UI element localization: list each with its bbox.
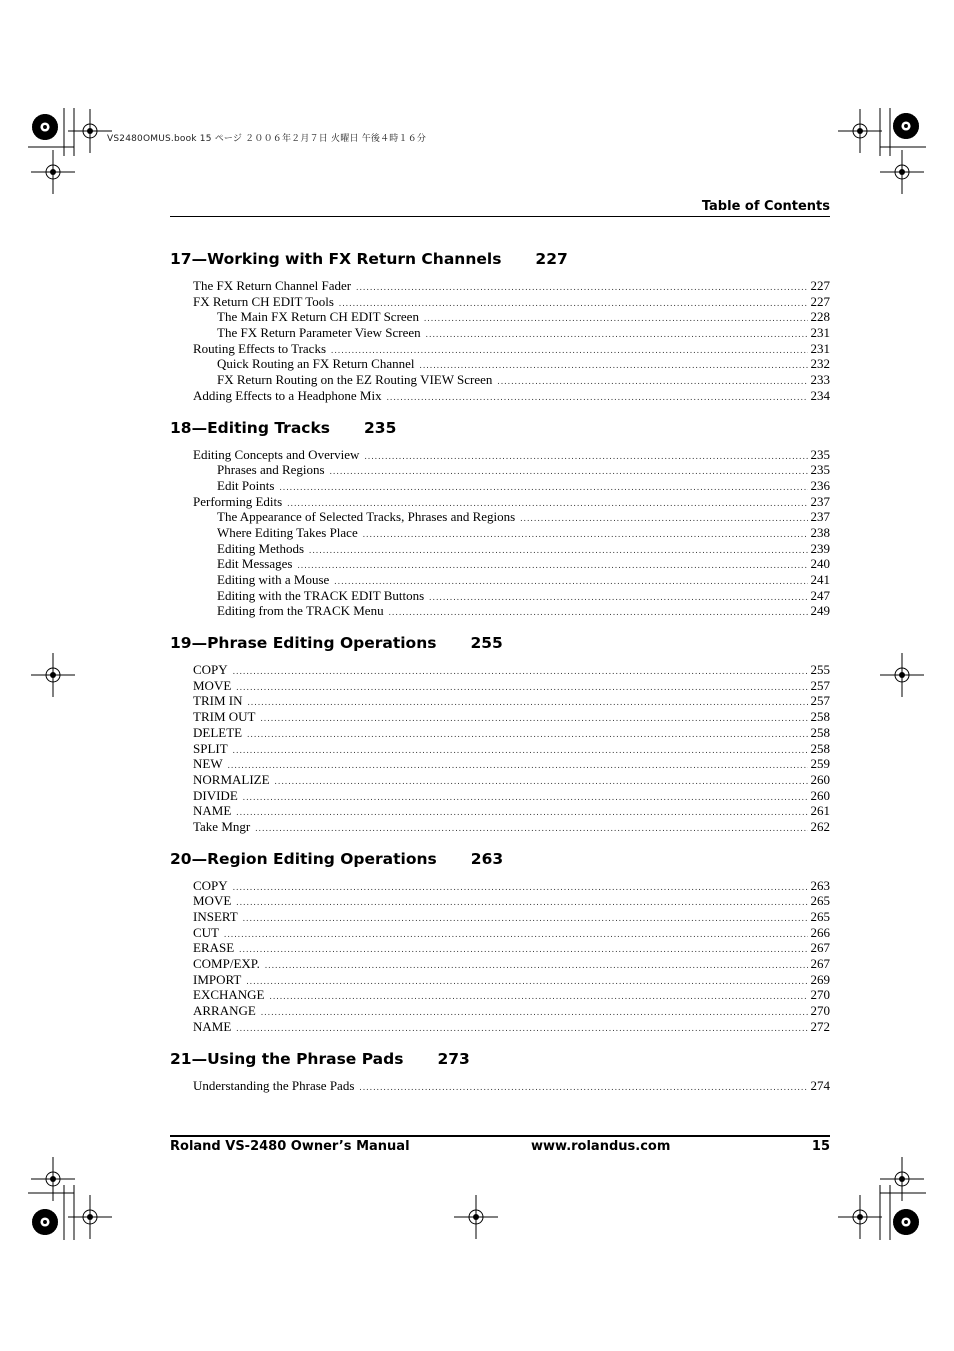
entry-page: 247 bbox=[810, 587, 830, 603]
toc-entry[interactable] bbox=[170, 956, 830, 972]
entry-title: Performing Edits bbox=[193, 493, 283, 509]
entry-page: 265 bbox=[810, 909, 830, 924]
registration-mark-dot bbox=[87, 1214, 93, 1220]
chapter-entries bbox=[170, 662, 830, 835]
dot-leader bbox=[243, 792, 808, 802]
entry-page: 260 bbox=[810, 771, 830, 787]
rosette-core bbox=[43, 125, 47, 129]
dot-leader bbox=[420, 360, 808, 370]
registration-mark-dot bbox=[857, 128, 863, 134]
chapter-page: 235 bbox=[364, 418, 397, 437]
print-info: VS2480OMUS.book 15 ページ ２００６年２月７日 火曜日 午後４時１６分 bbox=[107, 134, 427, 144]
entry-title: MOVE bbox=[193, 677, 232, 693]
toc-entry[interactable] bbox=[170, 325, 830, 341]
rosette-core bbox=[904, 124, 908, 128]
registration-mark-dot bbox=[50, 1176, 56, 1182]
entry-title: SPLIT bbox=[193, 740, 228, 756]
chapter-title: 17—Working with FX Return Channels bbox=[170, 250, 502, 268]
toc-entry[interactable] bbox=[170, 693, 830, 709]
entry-title: The FX Return Channel Fader bbox=[193, 278, 352, 293]
toc-entry[interactable] bbox=[170, 509, 830, 525]
entry-title: MOVE bbox=[193, 893, 232, 909]
entry-title: EXCHANGE bbox=[193, 987, 265, 1003]
toc-entry[interactable] bbox=[170, 725, 830, 741]
dot-leader bbox=[359, 1082, 807, 1092]
toc-chapter bbox=[170, 413, 830, 620]
chapter-title: 18—Editing Tracks bbox=[170, 418, 331, 437]
dot-leader bbox=[331, 345, 807, 355]
entry-page: 249 bbox=[810, 603, 830, 619]
entry-title: NAME bbox=[193, 803, 232, 819]
entry-page: 240 bbox=[810, 556, 830, 572]
chapter-page: 273 bbox=[437, 1049, 470, 1068]
entry-title: FX Return Routing on the EZ Routing VIEW Screen bbox=[217, 372, 493, 388]
dot-leader bbox=[389, 607, 808, 617]
dot-leader bbox=[246, 976, 807, 986]
chapter-page: 227 bbox=[535, 250, 568, 268]
toc-entry[interactable] bbox=[170, 709, 830, 725]
entry-title: Editing with a Mouse bbox=[217, 572, 330, 587]
entry-title: NORMALIZE bbox=[193, 771, 270, 787]
entry-title: TRIM IN bbox=[193, 693, 243, 709]
header-rule bbox=[170, 216, 830, 217]
toc-entry[interactable] bbox=[170, 478, 830, 494]
toc-entry[interactable] bbox=[170, 662, 830, 678]
rosette-core bbox=[904, 1220, 908, 1224]
toc-entry[interactable] bbox=[170, 556, 830, 572]
registration-mark-dot bbox=[899, 672, 905, 678]
dot-leader bbox=[236, 897, 807, 907]
entry-title: Editing with the TRACK EDIT Buttons bbox=[217, 587, 425, 603]
entry-page: 262 bbox=[810, 818, 830, 834]
toc-entry[interactable] bbox=[170, 494, 830, 510]
entry-page: 234 bbox=[810, 387, 830, 403]
toc-entry[interactable] bbox=[170, 278, 830, 294]
chapter-heading[interactable] bbox=[170, 413, 830, 439]
registration-mark-dot bbox=[50, 169, 56, 175]
dot-leader bbox=[363, 529, 808, 539]
dot-leader bbox=[275, 776, 808, 786]
entry-title: Editing Methods bbox=[217, 540, 305, 556]
entry-page: 239 bbox=[810, 540, 830, 556]
entry-page: 258 bbox=[810, 709, 830, 725]
dot-leader bbox=[228, 760, 808, 770]
entry-page: 257 bbox=[810, 677, 830, 693]
toc-entry[interactable] bbox=[170, 356, 830, 372]
toc-entry[interactable] bbox=[170, 819, 830, 835]
chapter-page: 255 bbox=[470, 634, 503, 653]
footer-rule bbox=[170, 1135, 830, 1137]
dot-leader bbox=[287, 498, 807, 508]
footer-manual-title: Roland VS-2480 Owner’s Manual bbox=[170, 1139, 410, 1154]
entry-page: 259 bbox=[810, 756, 830, 772]
entry-title: Editing Concepts and Overview bbox=[193, 446, 360, 462]
entry-title: Edit Messages bbox=[217, 556, 293, 572]
page-number: 15 bbox=[811, 1139, 830, 1154]
dot-leader bbox=[233, 882, 808, 892]
entry-page: 267 bbox=[810, 956, 830, 972]
entry-page: 274 bbox=[810, 1077, 830, 1093]
dot-leader bbox=[260, 713, 807, 723]
toc-entry[interactable] bbox=[170, 940, 830, 956]
toc-entry[interactable] bbox=[170, 1019, 830, 1035]
entry-page: 265 bbox=[810, 893, 830, 909]
entry-title: Phrases and Regions bbox=[217, 462, 325, 478]
entry-page: 237 bbox=[810, 493, 830, 509]
entry-title: DIVIDE bbox=[193, 787, 238, 803]
entry-page: 227 bbox=[810, 278, 830, 293]
toc-entry[interactable] bbox=[170, 878, 830, 894]
entry-page: 270 bbox=[810, 1003, 830, 1019]
toc-chapter bbox=[170, 244, 830, 404]
toc-entry[interactable] bbox=[170, 756, 830, 772]
dot-leader bbox=[279, 482, 807, 492]
toc-entry[interactable] bbox=[170, 388, 830, 404]
entry-page: 235 bbox=[810, 462, 830, 478]
toc-entry[interactable] bbox=[170, 447, 830, 463]
dot-leader bbox=[424, 313, 808, 323]
toc-entry[interactable] bbox=[170, 987, 830, 1003]
toc-entry[interactable] bbox=[170, 309, 830, 325]
entry-page: 269 bbox=[810, 971, 830, 987]
chapter-page: 263 bbox=[470, 849, 504, 868]
chapter-title: 21—Using the Phrase Pads bbox=[170, 1049, 404, 1068]
dot-leader bbox=[309, 545, 807, 555]
entry-page: 267 bbox=[810, 940, 830, 956]
dot-leader bbox=[339, 298, 808, 308]
dot-leader bbox=[520, 513, 807, 523]
toc-chapter bbox=[170, 844, 830, 1035]
registration-mark-dot bbox=[857, 1214, 863, 1220]
entry-title: Quick Routing an FX Return Channel bbox=[217, 356, 415, 372]
entry-title: Edit Points bbox=[217, 477, 275, 493]
chapter-title: 20—Region Editing Operations bbox=[170, 849, 437, 868]
entry-title: NAME bbox=[193, 1018, 232, 1034]
toc-entry[interactable] bbox=[170, 803, 830, 819]
chapter-heading[interactable] bbox=[170, 244, 830, 270]
toc-entry[interactable] bbox=[170, 572, 830, 588]
toc-entry[interactable] bbox=[170, 788, 830, 804]
entry-page: 236 bbox=[810, 477, 830, 493]
dot-leader bbox=[239, 944, 807, 954]
dot-leader bbox=[497, 376, 807, 386]
toc-entry[interactable] bbox=[170, 541, 830, 557]
chapter-entries bbox=[170, 878, 830, 1035]
entry-title: The Main FX Return CH EDIT Screen bbox=[217, 309, 419, 325]
chapter-entries bbox=[170, 1078, 830, 1094]
entry-page: 238 bbox=[810, 524, 830, 540]
entry-page: 228 bbox=[810, 309, 830, 325]
entry-title: COPY bbox=[193, 662, 228, 678]
registration-mark-dot bbox=[899, 1176, 905, 1182]
toc-entry[interactable] bbox=[170, 294, 830, 310]
dot-leader bbox=[247, 729, 807, 739]
entry-page: 263 bbox=[810, 877, 830, 893]
entry-page: 231 bbox=[810, 340, 830, 356]
chapter-heading[interactable] bbox=[170, 1044, 830, 1070]
chapter-heading[interactable] bbox=[170, 628, 830, 654]
entry-page: 260 bbox=[810, 787, 830, 803]
registration-mark-dot bbox=[899, 169, 905, 175]
dot-leader bbox=[233, 745, 808, 755]
toc-entry[interactable] bbox=[170, 603, 830, 619]
dot-leader bbox=[270, 991, 808, 1001]
chapter-heading[interactable] bbox=[170, 844, 830, 870]
entry-page: 270 bbox=[810, 987, 830, 1003]
toc-entry[interactable] bbox=[170, 893, 830, 909]
entry-title: ERASE bbox=[193, 940, 235, 956]
dot-leader bbox=[334, 576, 807, 586]
toc-entry[interactable] bbox=[170, 972, 830, 988]
entry-page: 241 bbox=[810, 572, 830, 587]
entry-page: 257 bbox=[810, 693, 830, 709]
toc-entry[interactable] bbox=[170, 525, 830, 541]
entry-page: 261 bbox=[810, 803, 830, 819]
dot-leader bbox=[224, 929, 808, 939]
registration-mark-dot bbox=[50, 672, 56, 678]
dot-leader bbox=[330, 466, 808, 476]
entry-title: Editing from the TRACK Menu bbox=[217, 603, 384, 619]
dot-leader bbox=[233, 666, 808, 676]
entry-page: 266 bbox=[810, 924, 830, 940]
dot-leader bbox=[297, 560, 807, 570]
entry-page: 255 bbox=[810, 662, 830, 678]
toc-entry[interactable] bbox=[170, 678, 830, 694]
entry-title: Take Mngr bbox=[193, 818, 251, 834]
entry-page: 272 bbox=[810, 1018, 830, 1034]
dot-leader bbox=[364, 451, 807, 461]
dot-leader bbox=[265, 960, 808, 970]
dot-leader bbox=[255, 823, 807, 833]
entry-title: Understanding the Phrase Pads bbox=[193, 1077, 355, 1093]
dot-leader bbox=[426, 329, 808, 339]
entry-page: 237 bbox=[810, 509, 830, 525]
entry-title: NEW bbox=[193, 756, 223, 772]
entry-title: TRIM OUT bbox=[193, 709, 256, 725]
toc-content bbox=[170, 244, 830, 1093]
toc-entry[interactable] bbox=[170, 372, 830, 388]
toc-entry[interactable] bbox=[170, 909, 830, 925]
entry-title: The Appearance of Selected Tracks, Phrases and Regions bbox=[217, 509, 516, 525]
footer-url[interactable]: www.rolandus.com bbox=[531, 1139, 671, 1154]
entry-page: 231 bbox=[810, 325, 830, 341]
entry-page: 227 bbox=[810, 293, 830, 309]
dot-leader bbox=[236, 1023, 807, 1033]
toc-entry[interactable] bbox=[170, 741, 830, 757]
chapter-entries bbox=[170, 447, 830, 620]
entry-page: 232 bbox=[810, 356, 830, 372]
dot-leader bbox=[236, 807, 807, 817]
toc-entry[interactable] bbox=[170, 462, 830, 478]
chapter-entries bbox=[170, 278, 830, 404]
dot-leader bbox=[356, 282, 807, 292]
entry-title: COPY bbox=[193, 877, 228, 893]
entry-title: ARRANGE bbox=[193, 1003, 256, 1019]
entry-title: The FX Return Parameter View Screen bbox=[217, 325, 421, 341]
entry-page: 258 bbox=[810, 724, 830, 740]
toc-chapter bbox=[170, 628, 830, 835]
toc-entry[interactable] bbox=[170, 925, 830, 941]
entry-title: IMPORT bbox=[193, 971, 242, 987]
entry-title: DELETE bbox=[193, 724, 243, 740]
toc-entry[interactable] bbox=[170, 588, 830, 604]
entry-title: Routing Effects to Tracks bbox=[193, 340, 327, 356]
entry-page: 235 bbox=[810, 446, 830, 462]
entry-title: CUT bbox=[193, 924, 219, 940]
dot-leader bbox=[247, 697, 807, 707]
chapter-title: 19—Phrase Editing Operations bbox=[170, 634, 437, 653]
entry-page: 233 bbox=[810, 372, 830, 388]
entry-title: INSERT bbox=[193, 909, 238, 924]
running-header: Table of Contents bbox=[701, 199, 830, 214]
dot-leader bbox=[236, 682, 807, 692]
dot-leader bbox=[387, 392, 808, 402]
entry-title: FX Return CH EDIT Tools bbox=[193, 293, 334, 309]
toc-chapter bbox=[170, 1044, 830, 1094]
toc-entry[interactable] bbox=[170, 772, 830, 788]
toc-entry[interactable] bbox=[170, 1078, 830, 1094]
entry-title: COMP/EXP. bbox=[193, 956, 260, 972]
entry-title: Where Editing Takes Place bbox=[217, 524, 358, 540]
registration-mark-dot bbox=[473, 1214, 479, 1220]
toc-entry[interactable] bbox=[170, 341, 830, 357]
registration-mark-dot bbox=[87, 128, 93, 134]
rosette-core bbox=[43, 1220, 47, 1224]
dot-leader bbox=[261, 1007, 808, 1017]
entry-title: Adding Effects to a Headphone Mix bbox=[193, 387, 382, 403]
dot-leader bbox=[243, 913, 808, 923]
entry-page: 258 bbox=[810, 740, 830, 756]
dot-leader bbox=[429, 592, 807, 602]
toc-entry[interactable] bbox=[170, 1003, 830, 1019]
